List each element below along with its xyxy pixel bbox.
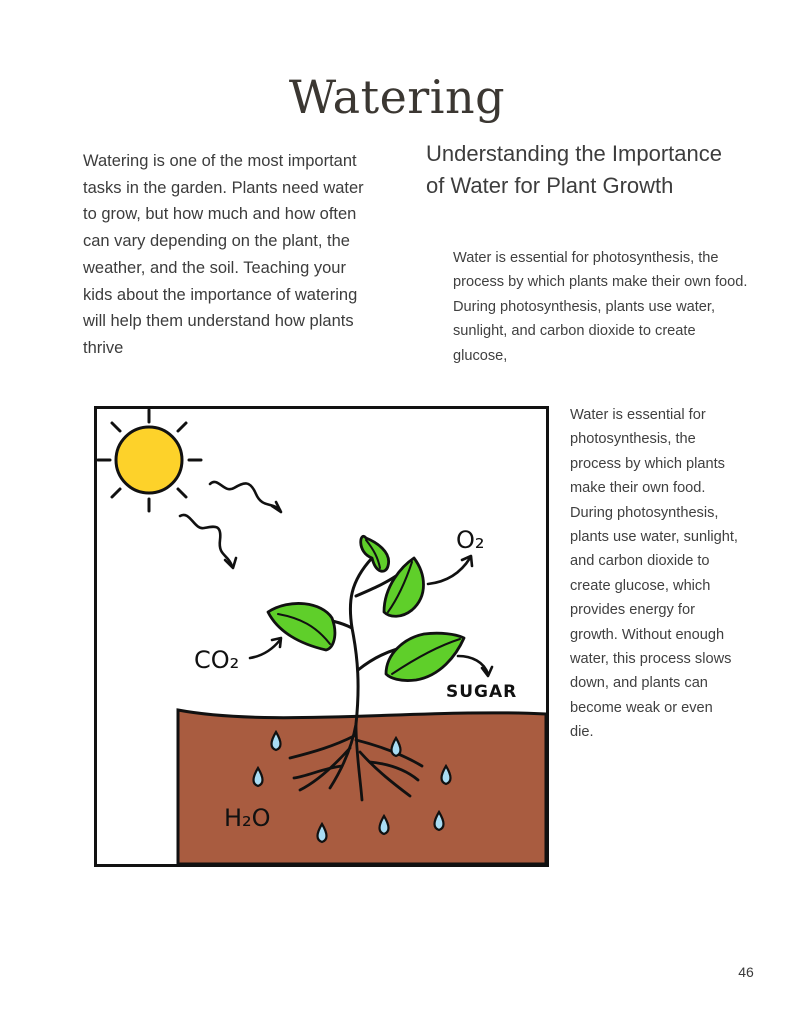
o2-label: O₂ bbox=[456, 526, 485, 554]
section-heading: Understanding the Importance of Water for Plant Growth bbox=[426, 141, 722, 198]
h2o-label: H₂O bbox=[224, 804, 271, 832]
page-title: Watering bbox=[288, 70, 506, 124]
body-paragraph-2: Water is essential for photosynthesis, the process by which plants make their own food. During photosynthesis, plants use water, sunlight, and carbon dioxide to create glucose, which provides energy for growth. Without enough water, this process slows down, and plants can become weak or even die. bbox=[570, 407, 738, 741]
intro-paragraph: Watering is one of the most important tasks in the garden. Plants need water to grow, but how much and how often can vary depending on the plant, the weather, and the soil. Teaching your kids about the importance of watering will help them understand how plants thrive bbox=[83, 152, 364, 357]
sun-disc bbox=[116, 427, 182, 493]
sugar-label: SUGAR bbox=[446, 682, 518, 702]
photosynthesis-illustration bbox=[94, 406, 550, 868]
page-number: 46 bbox=[738, 964, 754, 980]
co2-label: CO₂ bbox=[194, 646, 240, 674]
body-paragraph-1: Water is essential for photosynthesis, the process by which plants make their own food. During photosynthesis, plants use water, sunlight, and carbon dioxide to create glucose, bbox=[453, 250, 748, 364]
